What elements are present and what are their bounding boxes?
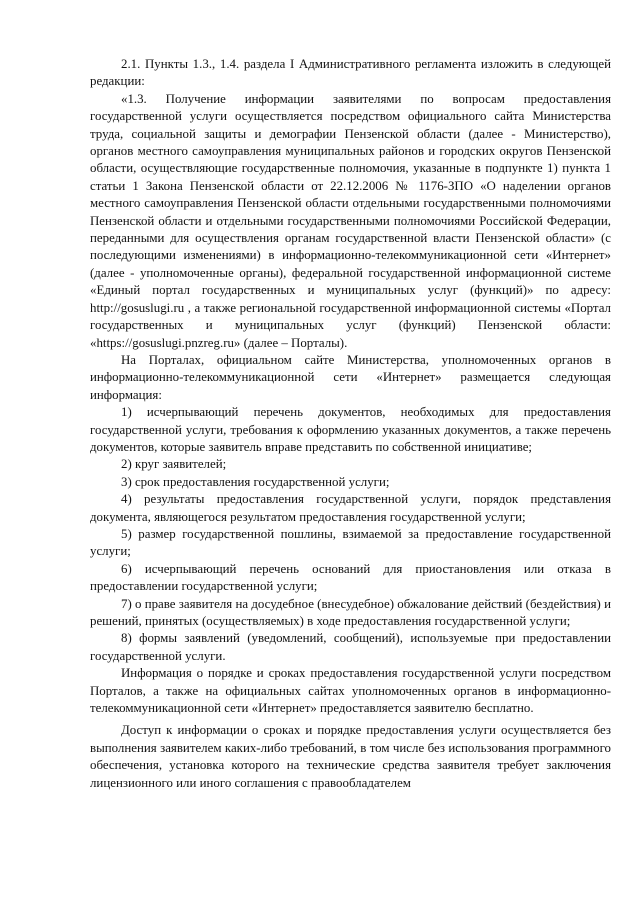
- paragraph-portals-info: На Порталах, официальном сайте Министерства, уполномоченных органов в информационно-телекоммуникационной сети «Интернет» размещается следующая информация:: [90, 352, 611, 402]
- list-item-4: 4) результаты предоставления государственной услуги, порядок представления документа, являющегося результатом предоставления государственной услуги;: [90, 492, 611, 524]
- paragraph-2-1-intro: 2.1. Пункты 1.3., 1.4. раздела I Административного регламента изложить в следующей редакции:: [90, 57, 611, 89]
- document-page: [90, 56, 611, 792]
- list-item-7: 7) о праве заявителя на досудебное (внесудебное) обжалование действий (бездействия) и решений, принятых (осуществляемых) в ходе предоставления государственной услуги;: [90, 596, 611, 628]
- list-item-2: 2) круг заявителей;: [121, 457, 227, 472]
- list-item-6: 6) исчерпывающий перечень оснований для приостановления или отказа в предоставлении государственной услуги;: [90, 561, 611, 594]
- list-item-5: 5) размер государственной пошлины, взимаемой за предоставление государственной услуги;: [90, 526, 611, 559]
- list-item-3: 3) срок предоставления государственной услуги;: [121, 474, 390, 489]
- list-item-1: 1) исчерпывающий перечень документов, необходимых для предоставления государственной услуги, требования к оформлению указанных документов, а также перечень документов, которые заявитель вправе представить по собственной инициативе;: [90, 405, 611, 454]
- paragraph-free-of-charge: Информация о порядке и сроках предоставления государственной услуги посредством Порталов, а также на официальных сайтах уполномоченных органов в информационно-телекоммуникационной сети «Интернет» предоставляется заявителю бесплатно.: [90, 666, 611, 716]
- list-item-8: 8) формы заявлений (уведомлений, сообщений), используемые при предоставлении государственной услуги.: [90, 631, 611, 663]
- paragraph-access-info: Доступ к информации о сроках и порядке предоставления услуги осуществляется без выполнения заявителем каких-либо требований, в том числе без использования программного обеспечения, установка которого на технические средства заявителя требует заключения лицензионного или иного соглашения с правообладателем: [90, 723, 611, 790]
- paragraph-1-3: «1.3. Получение информации заявителями по вопросам предоставления государственной услуги осуществляется посредством официального сайта Министерства труда, социальной защиты и демографии Пензенской области (далее - Министерство), органов местного самоуправления муниципальных районов и городских округов Пензенской области, осуществляющие государственные полномочия, указанные в подпункте 1) пункта 1 статьи 1 Закона Пензенской области от 22.12.2006 № 1176-ЗПО «О наделении органов местного самоуправления Пензенской области отдельными государственными полномочиями Пензенской области и отдельными государственными полномочиями Российской Федерации, переданными для осуществления органам государственной власти Пензенской области» (с последующими изменениями) в информационно-телекоммуникационной сети «Интернет» (далее - уполномоченные органы), федеральной государственной информационной системе «Единый портал государственных и муниципальных услуг (функций)» по адресу: http://gosuslugi.ru , а также региональной государственной информационной системы «Портал государственных и муниципальных услуг (функций) Пензенской области: «https://gosuslugi.pnzreg.ru» (далее – Порталы).: [90, 91, 611, 350]
